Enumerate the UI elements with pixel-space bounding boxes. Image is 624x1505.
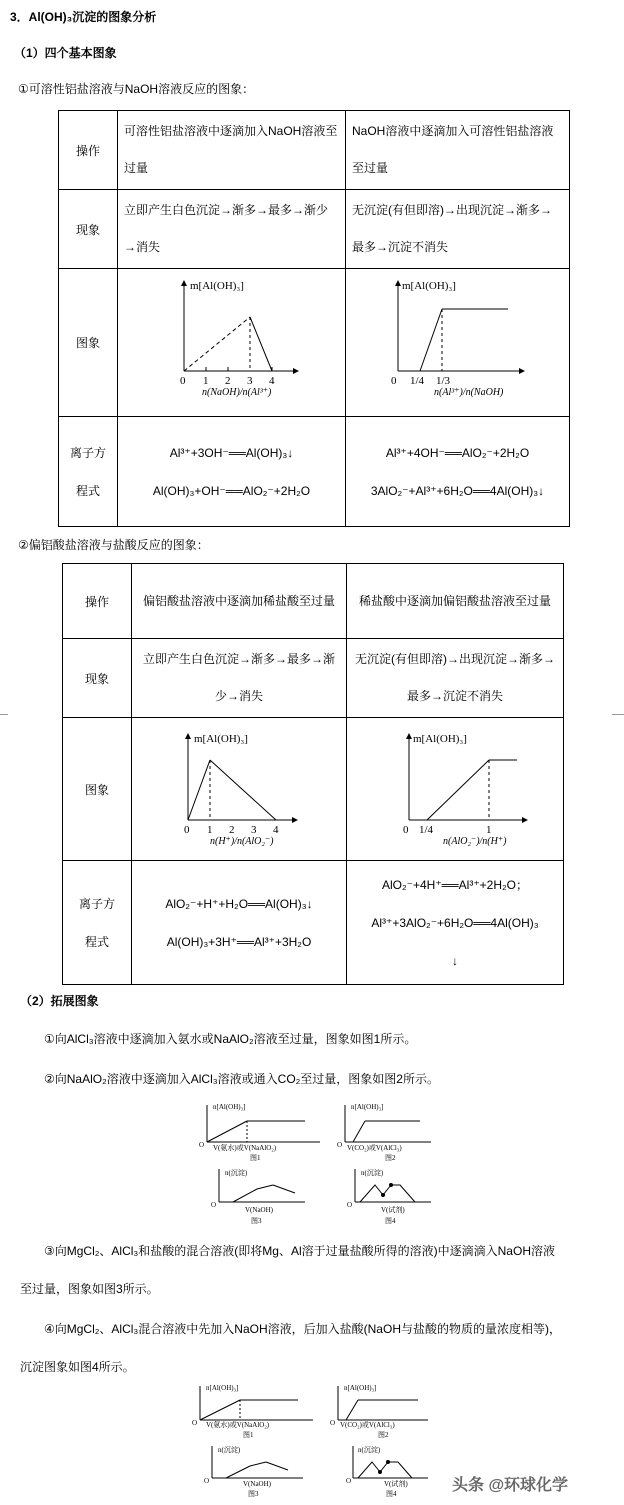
rise-line — [184, 317, 250, 371]
fig2 — [337, 1103, 431, 1162]
svg-text:图3: 图3 — [248, 1490, 259, 1498]
cell-graph-b — [346, 269, 570, 417]
svg-text:n[Al(OH)₃]: n[Al(OH)₃] — [206, 1384, 239, 1392]
fig1 — [199, 1103, 320, 1162]
y-axis-label: m[Al(OH)₃] — [402, 280, 456, 292]
svg-text:O: O — [199, 1141, 205, 1149]
tick-1: 1 — [486, 824, 492, 836]
page-break-right — [612, 714, 624, 715]
cell-eq-a: Al³⁺+3OH⁻══Al(OH)₃↓ Al(OH)₃+OH⁻══AlO₂⁻+2H₂O — [118, 417, 346, 527]
svg-text:n[Al(OH)₃]: n[Al(OH)₃] — [213, 1103, 246, 1111]
tick-quarter: 1/4 — [410, 375, 425, 387]
row-label-operation: 操作 — [63, 564, 132, 639]
tick-2: 2 — [229, 824, 235, 836]
svg-text:O: O — [346, 1477, 352, 1485]
y-axis-label: m[Al(OH)₃] — [194, 733, 248, 745]
svg-text:O: O — [204, 1477, 210, 1485]
cell-op-a: 偏铝酸盐溶液中逐滴加稀盐酸至过量 — [132, 564, 347, 639]
row-label-operation: 操作 — [59, 111, 118, 190]
graph-t2-b — [347, 720, 562, 855]
figure-group-1 — [195, 1097, 435, 1232]
cell-op-b: 稀盐酸中逐滴加偏铝酸盐溶液至过量 — [347, 564, 564, 639]
ext-text-3a: ③向MgCl₂、AlCl₃和盐酸的混合溶液(即将Mg、Al溶于过量盐酸所得的溶液)中逐滴滴入NaOH溶液 — [44, 1244, 555, 1258]
subheading-basic: （1）四个基本图象 — [14, 46, 117, 60]
x-axis-label: n(AlO₂⁻)/n(H⁺) — [443, 836, 507, 847]
cell-eq-b: Al³⁺+4OH⁻══AlO₂⁻+2H₂O 3AlO₂⁻+Al³⁺+6H₂O══4Al(OH)₃↓ — [346, 417, 570, 527]
fig4 — [346, 1445, 428, 1498]
rise-line — [427, 760, 489, 820]
cell-eq-b: AlO₂⁻+4H⁺══Al³⁺+2H₂O； Al³⁺+3AlO₂⁻+6H₂O══4Al(OH)₃ ↓ — [347, 861, 564, 985]
tick-0: 0 — [403, 824, 409, 836]
row-label-graph: 图象 — [63, 718, 132, 861]
fig3 — [204, 1445, 303, 1498]
y-axis-label: m[Al(OH)₃] — [190, 280, 244, 292]
item2-title: ②偏铝酸盐溶液与盐酸反应的图象： — [18, 538, 209, 552]
cell-op-a: 可溶性铝盐溶液中逐滴加入NaOH溶液至过量 — [118, 111, 346, 190]
item1-title: ①可溶性铝盐溶液与NaOH溶液反应的图象： — [18, 82, 255, 96]
tick-0: 0 — [391, 375, 397, 387]
row-label-equation: 离子方 程式 — [63, 861, 132, 985]
row-label-phenomenon: 现象 — [59, 190, 118, 269]
fall-line — [210, 760, 276, 820]
svg-text:图2: 图2 — [378, 1431, 389, 1439]
tick-0: 0 — [180, 375, 186, 387]
fig3 — [211, 1168, 305, 1225]
graph-t2-a — [132, 720, 332, 855]
x-axis-label: n(Al³⁺)/n(NaOH) — [434, 387, 504, 398]
rise-line — [188, 760, 210, 820]
rise-line — [420, 309, 442, 371]
row-label-graph: 图象 — [59, 269, 118, 417]
svg-text:n(沉淀): n(沉淀) — [358, 1446, 381, 1454]
svg-text:O: O — [337, 1141, 343, 1149]
graph-t1-b — [346, 271, 561, 411]
figure-group-2 — [188, 1380, 438, 1505]
row-label-equation: 离子方 程式 — [59, 417, 118, 527]
cell-graph-a — [118, 269, 346, 417]
svg-text:V(NaOH): V(NaOH) — [245, 1206, 273, 1214]
subheading-extended: （2）拓展图象 — [20, 994, 99, 1008]
table-aluminate-hcl — [62, 563, 564, 985]
tick-3: 3 — [247, 375, 253, 387]
svg-text:O: O — [347, 1201, 353, 1209]
svg-text:V(试剂): V(试剂) — [384, 1480, 408, 1488]
graph-t1-a — [118, 271, 328, 411]
x-axis-label: n(NaOH)/n(Al³⁺) — [202, 387, 272, 398]
fig2 — [330, 1384, 428, 1439]
section-heading: 3．Al(OH)₃沉淀的图象分析 — [10, 10, 157, 24]
tick-4: 4 — [273, 824, 279, 836]
tick-third: 1/3 — [436, 375, 451, 387]
svg-text:V(试剂): V(试剂) — [381, 1206, 405, 1214]
svg-text:图1: 图1 — [243, 1431, 254, 1439]
ext-text-3b: 至过量，图象如图3所示。 — [20, 1282, 159, 1296]
cell-phen-b: 无沉淀(有但即溶)→出现沉淀→渐多→最多→沉淀不消失 — [347, 639, 564, 718]
tick-1: 1 — [207, 824, 213, 836]
ext-text-2: ②向NaAlO₂溶液中逐滴加入AlCl₃溶液或通入CO₂至过量，图象如图2所示。 — [44, 1072, 439, 1086]
svg-text:V(NaOH): V(NaOH) — [243, 1480, 271, 1488]
cell-graph-b — [347, 718, 564, 861]
svg-text:V(CO₂)或V(AlCl₃): V(CO₂)或V(AlCl₃) — [347, 1144, 402, 1152]
svg-text:O: O — [211, 1201, 217, 1209]
watermark: 头条 @环球化学 — [452, 1477, 569, 1494]
svg-text:图3: 图3 — [251, 1217, 262, 1225]
row-label-phenomenon: 现象 — [63, 639, 132, 718]
fig4 — [347, 1168, 431, 1225]
svg-text:图4: 图4 — [385, 1217, 396, 1225]
svg-text:V(氨水)或V(NaAlO₂): V(氨水)或V(NaAlO₂) — [213, 1144, 277, 1152]
cell-graph-a — [132, 718, 347, 861]
cell-phen-a: 立即产生白色沉淀→渐多→最多→渐少→消失 — [132, 639, 347, 718]
ext-text-4b: 沉淀图象如图4所示。 — [20, 1360, 135, 1374]
svg-text:n(沉淀): n(沉淀) — [225, 1169, 248, 1177]
svg-text:图2: 图2 — [385, 1154, 396, 1162]
tick-0: 0 — [184, 824, 190, 836]
tick-3: 3 — [251, 824, 257, 836]
cell-op-b: NaOH溶液中逐滴加入可溶性铝盐溶液至过量 — [346, 111, 570, 190]
table-aluminum-salt-naoh — [58, 110, 570, 527]
svg-text:图1: 图1 — [250, 1154, 261, 1162]
svg-text:n(沉淀): n(沉淀) — [218, 1446, 241, 1454]
svg-text:O: O — [330, 1419, 336, 1427]
y-axis-label: m[Al(OH)₃] — [413, 733, 467, 745]
svg-text:n[Al(OH)₃]: n[Al(OH)₃] — [344, 1384, 377, 1392]
svg-text:n(沉淀): n(沉淀) — [361, 1169, 384, 1177]
svg-text:V(氨水)或V(NaAlO₂): V(氨水)或V(NaAlO₂) — [206, 1421, 270, 1429]
cell-phen-b: 无沉淀(有但即溶)→出现沉淀→渐多→最多→沉淀不消失 — [346, 190, 570, 269]
fig1 — [192, 1384, 313, 1439]
svg-text:O: O — [192, 1419, 198, 1427]
tick-2: 2 — [225, 375, 231, 387]
cell-eq-a: AlO₂⁻+H⁺+H₂O══Al(OH)₃↓ Al(OH)₃+3H⁺══Al³⁺+3H₂O — [132, 861, 347, 985]
fall-line — [250, 317, 272, 371]
svg-text:V(CO₂)或V(AlCl₃): V(CO₂)或V(AlCl₃) — [340, 1421, 395, 1429]
svg-text:图4: 图4 — [386, 1490, 397, 1498]
svg-text:n[Al(OH)₃]: n[Al(OH)₃] — [351, 1103, 384, 1111]
ext-text-1: ①向AlCl₃溶液中逐滴加入氨水或NaAlO₂溶液至过量，图象如图1所示。 — [44, 1032, 417, 1046]
tick-1: 1 — [203, 375, 209, 387]
tick-4: 4 — [269, 375, 275, 387]
page-break-left — [0, 714, 8, 715]
tick-quarter: 1/4 — [419, 824, 434, 836]
ext-text-4a: ④向MgCl₂、AlCl₃混合溶液中先加入NaOH溶液，后加入盐酸(NaOH与盐酸的物质的量浓度相等)， — [44, 1322, 561, 1336]
x-axis-label: n(H⁺)/n(AlO₂⁻) — [210, 836, 274, 847]
cell-phen-a: 立即产生白色沉淀→渐多→最多→渐少→消失 — [118, 190, 346, 269]
